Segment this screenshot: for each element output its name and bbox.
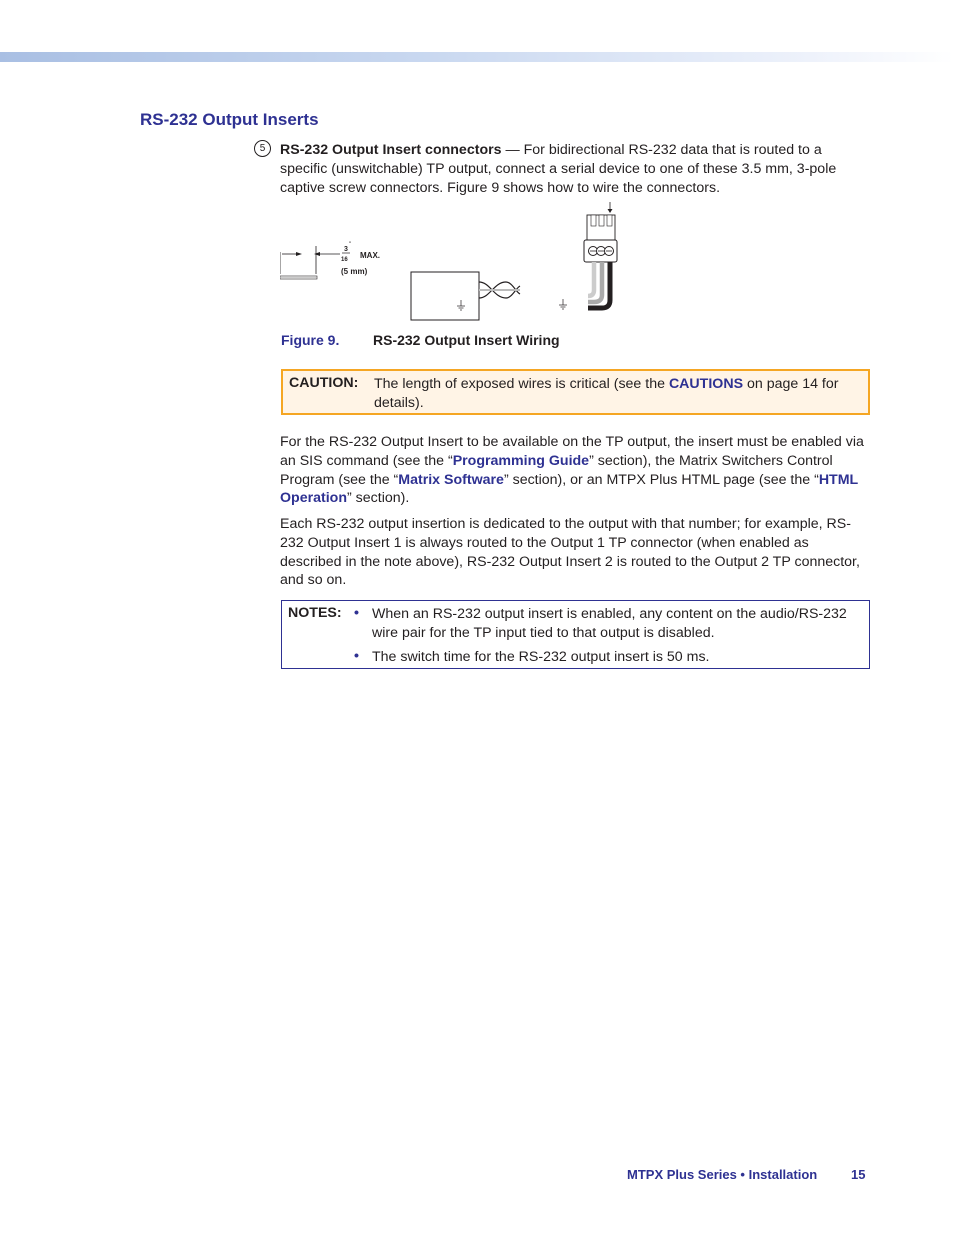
note-item: The switch time for the RS-232 output insert is 50 ms. <box>372 649 710 665</box>
page-number: 15 <box>851 1167 866 1182</box>
header-gradient-bar <box>0 52 954 62</box>
para2-text-3: ” section), or an MTPX Plus HTML page (see the “ <box>503 471 819 488</box>
dim-fraction-numerator: 3 <box>344 246 348 253</box>
caution-label: CAUTION: <box>289 375 359 391</box>
para2-text-2: ” section), the Matrix Switchers Control Program (see the “ <box>280 452 833 488</box>
figure-number: Figure 9. <box>281 332 340 348</box>
output-insertion-paragraph: Each RS-232 output insertion is dedicated to the output with that number; for example, RS-232 Output Insert 1 is always routed to the Output 1 TP connector (when enabled as described in the note above), RS-232 Output Insert 2 is routed to the Output 2 TP connector, and so on. <box>280 516 860 589</box>
rs232-wiring-figure <box>280 200 640 322</box>
note-bullet: • <box>354 648 359 664</box>
twisted-cable <box>479 282 520 298</box>
programming-guide-link[interactable]: Programming Guide <box>452 452 590 469</box>
dim-max-label: MAX. <box>360 251 380 260</box>
callout-number-badge: 5 <box>254 140 271 157</box>
note-item: When an RS-232 output insert is enabled, any content on the audio/RS-232 wire pair for the TP input tied to that output is disabled. <box>372 606 847 641</box>
note-bullet: • <box>354 605 359 621</box>
notes-label: NOTES: <box>288 605 342 621</box>
para2-text-4: ” section). <box>347 490 410 507</box>
caution-text-before: The length of exposed wires is critical (see the <box>374 376 669 392</box>
html-operation-link[interactable]: HTML Operation <box>280 471 858 507</box>
para2-text-1: For the RS-232 Output Insert to be available on the TP output, the insert must be enabled via an SIS command (see the “ <box>280 434 864 469</box>
wire-strip-diagram <box>280 246 340 279</box>
intro-paragraph <box>280 141 868 197</box>
cautions-link[interactable]: CAUTIONS <box>668 376 744 392</box>
notes-box <box>281 600 870 669</box>
caution-box <box>281 369 870 415</box>
intro-text: — For bidirectional RS-232 data that is routed to a specific (unswitchable) TP output, connect a serial device to one of these 3.5 mm, 3-pole captive screw connectors. Figure 9 shows how to wire the connectors. <box>280 142 837 196</box>
insert-enable-paragraph <box>280 433 868 508</box>
caution-text <box>374 375 864 413</box>
caution-text-after: on page 14 for details). <box>374 376 839 411</box>
dim-fraction-denominator: 16 <box>341 257 348 263</box>
figure-title: RS-232 Output Insert Wiring <box>373 332 560 348</box>
dim-mm-label: (5 mm) <box>341 267 368 276</box>
captive-screw-connector <box>559 202 617 309</box>
matrix-software-link[interactable]: Matrix Software <box>398 471 504 488</box>
dim-inch-mark: " <box>349 242 352 248</box>
section-title: RS-232 Output Inserts <box>140 110 319 129</box>
figure-caption <box>281 332 560 348</box>
intro-bold-term: RS-232 Output Insert connectors <box>280 142 502 158</box>
footer-title: MTPX Plus Series • Installation <box>627 1167 818 1182</box>
serial-device-box <box>411 272 479 320</box>
